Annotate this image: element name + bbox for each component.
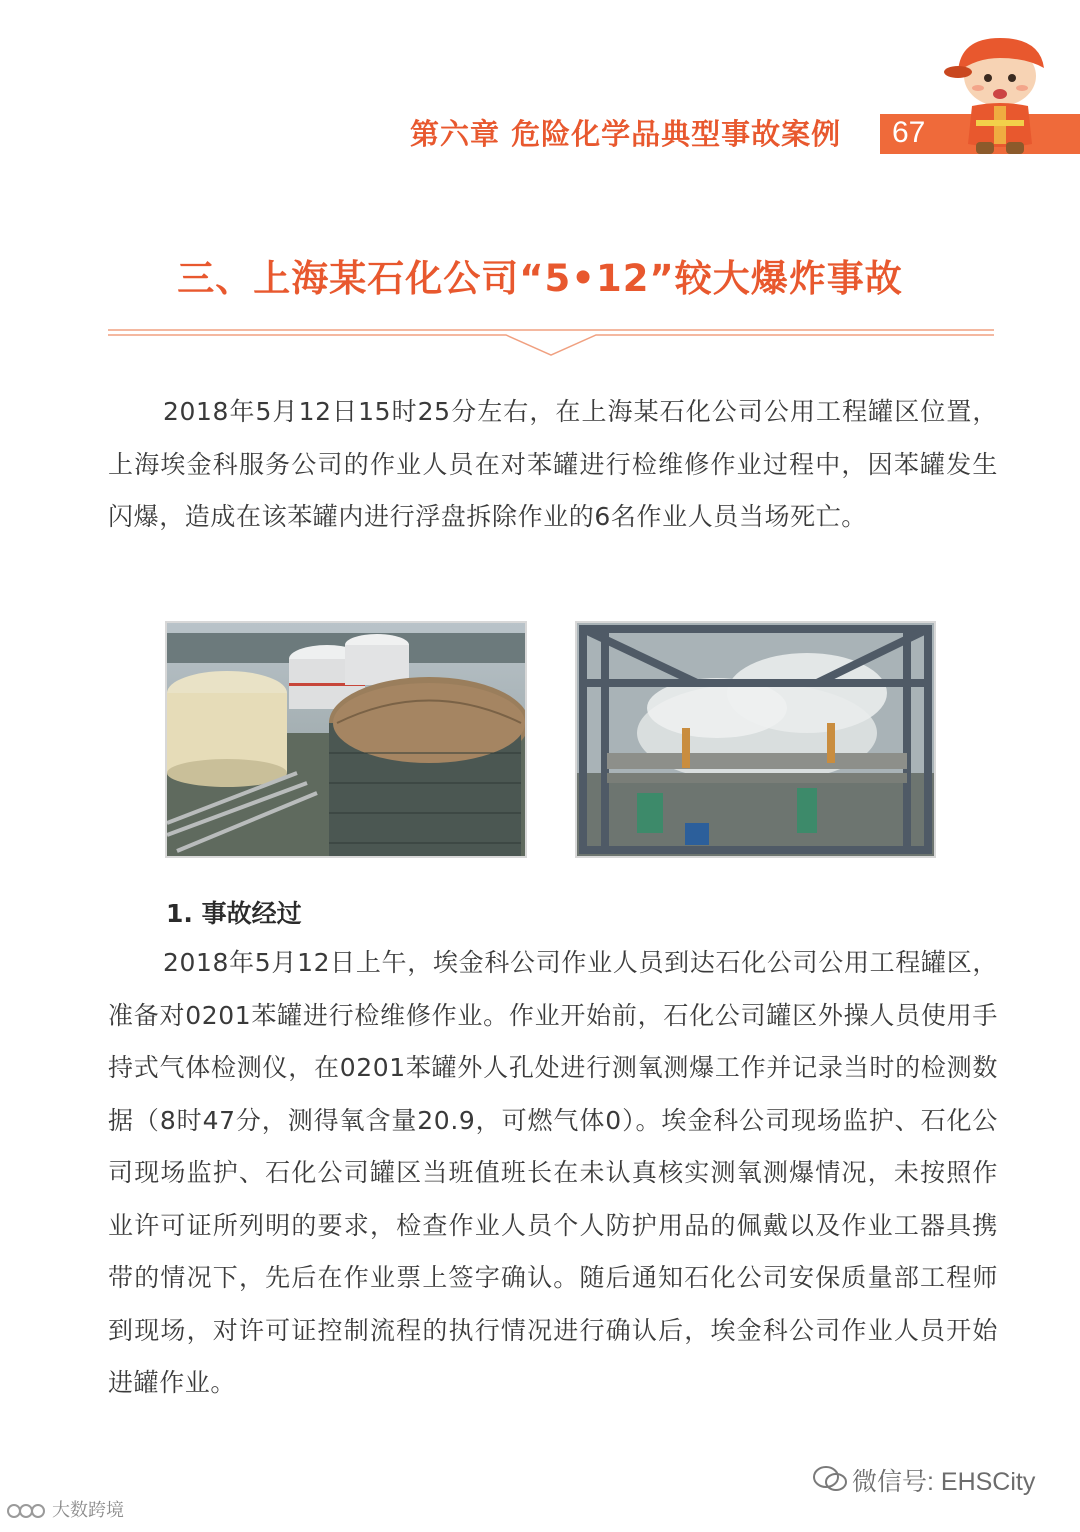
brand-watermark: 大数跨境 [52, 1500, 124, 1521]
intro-paragraph: 2018年5月12日15时25分左右，在上海某石化公司公用工程罐区位置，上海埃金科服务公司的作业人员在对苯罐进行检维修作业过程中，因苯罐发生闪爆，造成在该苯罐内进行浮盘拆除作业的6名作业人员当场死亡。 [108, 397, 998, 531]
brand-logo-icon [6, 1500, 48, 1522]
storage-tanks-photo [165, 621, 527, 858]
subsection-heading: 1. 事故经过 [166, 899, 302, 928]
section-title: 三、上海某石化公司“5•12”较大爆炸事故 [177, 257, 903, 300]
mascot-icon [936, 32, 1064, 158]
wechat-icon [812, 1464, 848, 1494]
page-number: 67 [892, 116, 926, 149]
steam-pipes-photo [575, 621, 936, 858]
incident-paragraph: 2018年5月12日上午，埃金科公司作业人员到达石化公司公用工程罐区，准备对0201苯罐进行检维修作业。作业开始前，石化公司罐区外操人员使用手持式气体检测仪，在0201苯罐外人孔处进行测氧测爆工作并记录当时的检测数据（8时47分，测得氧含量20.9，可燃气体0）。埃金科公司现场监护、石化公司现场监护、石化公司罐区当班值班长在未认真核实测氧测爆情况，未按照作业许可证所列明的要求，检查作业人员个人防护用品的佩戴以及作业工器具携带的情况下，先后在作业票上签字确认。随后通知石化公司安保质量部工程师到现场，对许可证控制流程的执行情况进行确认后，埃金科公司作业人员开始进罐作业。 [108, 948, 998, 1397]
wechat-watermark: 微信号: EHSCity [852, 1468, 1036, 1496]
chapter-title: 第六章 危险化学品典型事故案例 [410, 117, 842, 151]
title-divider [108, 324, 994, 358]
